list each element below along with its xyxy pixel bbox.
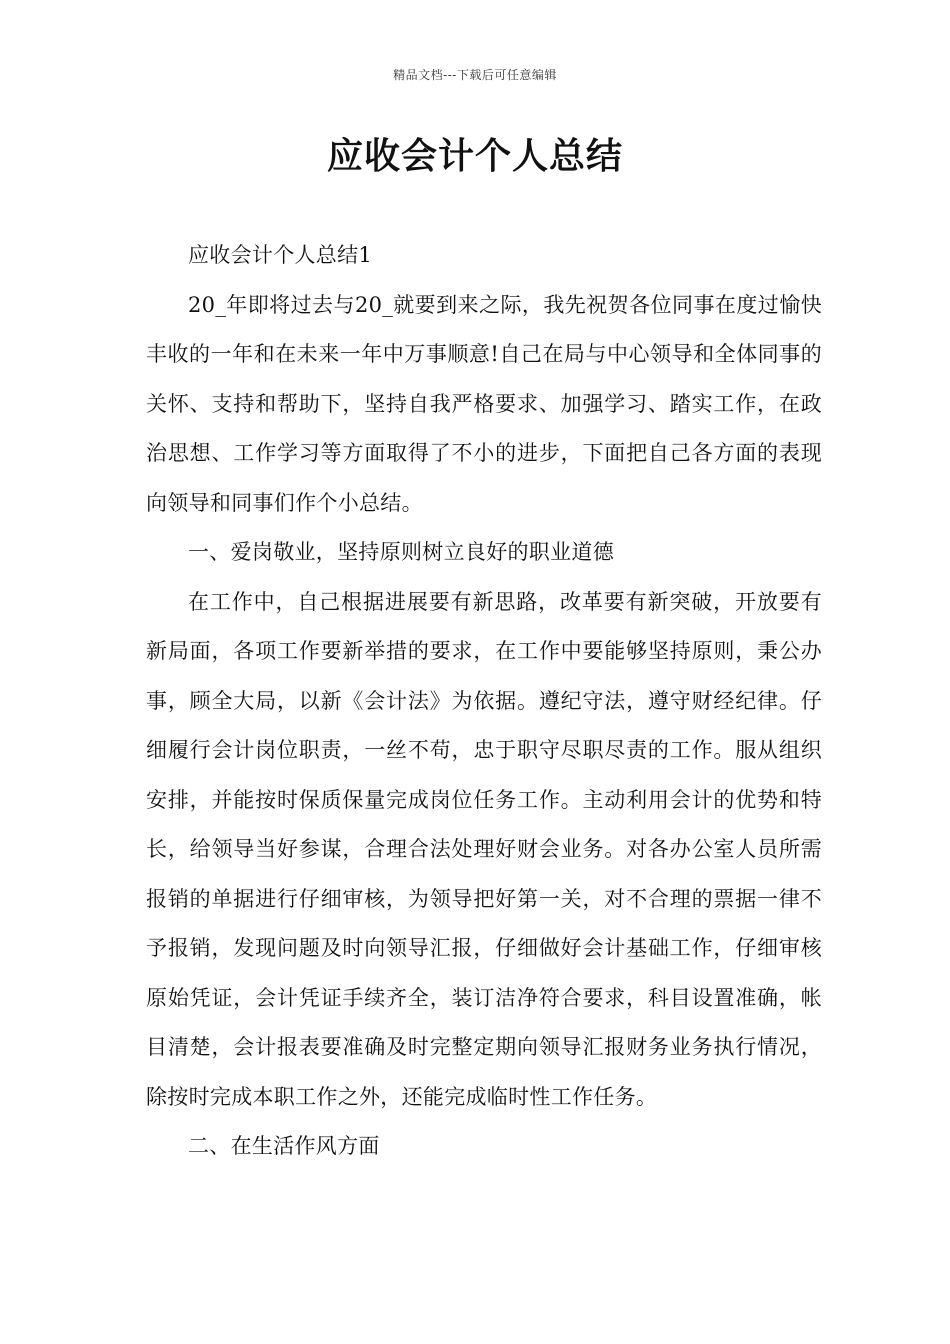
document-body bbox=[146, 231, 822, 1172]
paragraph-intro: 20_年即将过去与20_就要到来之际，我先祝贺各位同事在度过愉快丰收的一年和在未来一年中万事顺意!自己在局与中心领导和全体同事的关怀、支持和帮助下，坚持自我严格要求、加强学习、踏实工作，在政治思想、工作学习等方面取得了不小的进步，下面把自己各方面的表现向领导和同事们作个小总结。 bbox=[146, 292, 822, 515]
section-heading-lifestyle: 二、在生活作风方面 bbox=[188, 1134, 380, 1158]
header-note: 精品文档---下载后可任意编辑 bbox=[393, 68, 557, 82]
section-heading-professional-ethics: 一、爱岗敬业，坚持原则树立良好的职业道德 bbox=[188, 540, 614, 564]
document-title: 应收会计个人总结 bbox=[326, 135, 623, 177]
section-heading-1: 应收会计个人总结1 bbox=[188, 243, 373, 267]
paragraph-work-details: 在工作中，自己根据进展要有新思路，改革要有新突破，开放要有新局面，各项工作要新举措的要求，在工作中要能够坚持原则，秉公办事，顾全大局，以新《会计法》为依据。遵纪守法，遵守财经纪律。仔细履行会计岗位职责，一丝不苟，忠于职守尽职尽责的工作。服从组织安排，并能按时保质保量完成岗位任务工作。主动利用会计的优势和特长，给领导当好参谋，合理合法处理好财会业务。对各办公室人员所需报销的单据进行仔细审核，为领导把好第一关，对不合理的票据一律不予报销，发现问题及时向领导汇报，仔细做好会计基础工作，仔细审核原始凭证，会计凭证手续齐全，装订洁净符合要求，科目设置准确，帐目清楚，会计报表要准确及时完整定期向领导汇报财务业务执行情况，除按时完成本职工作之外，还能完成临时性工作任务。 bbox=[146, 589, 822, 1109]
